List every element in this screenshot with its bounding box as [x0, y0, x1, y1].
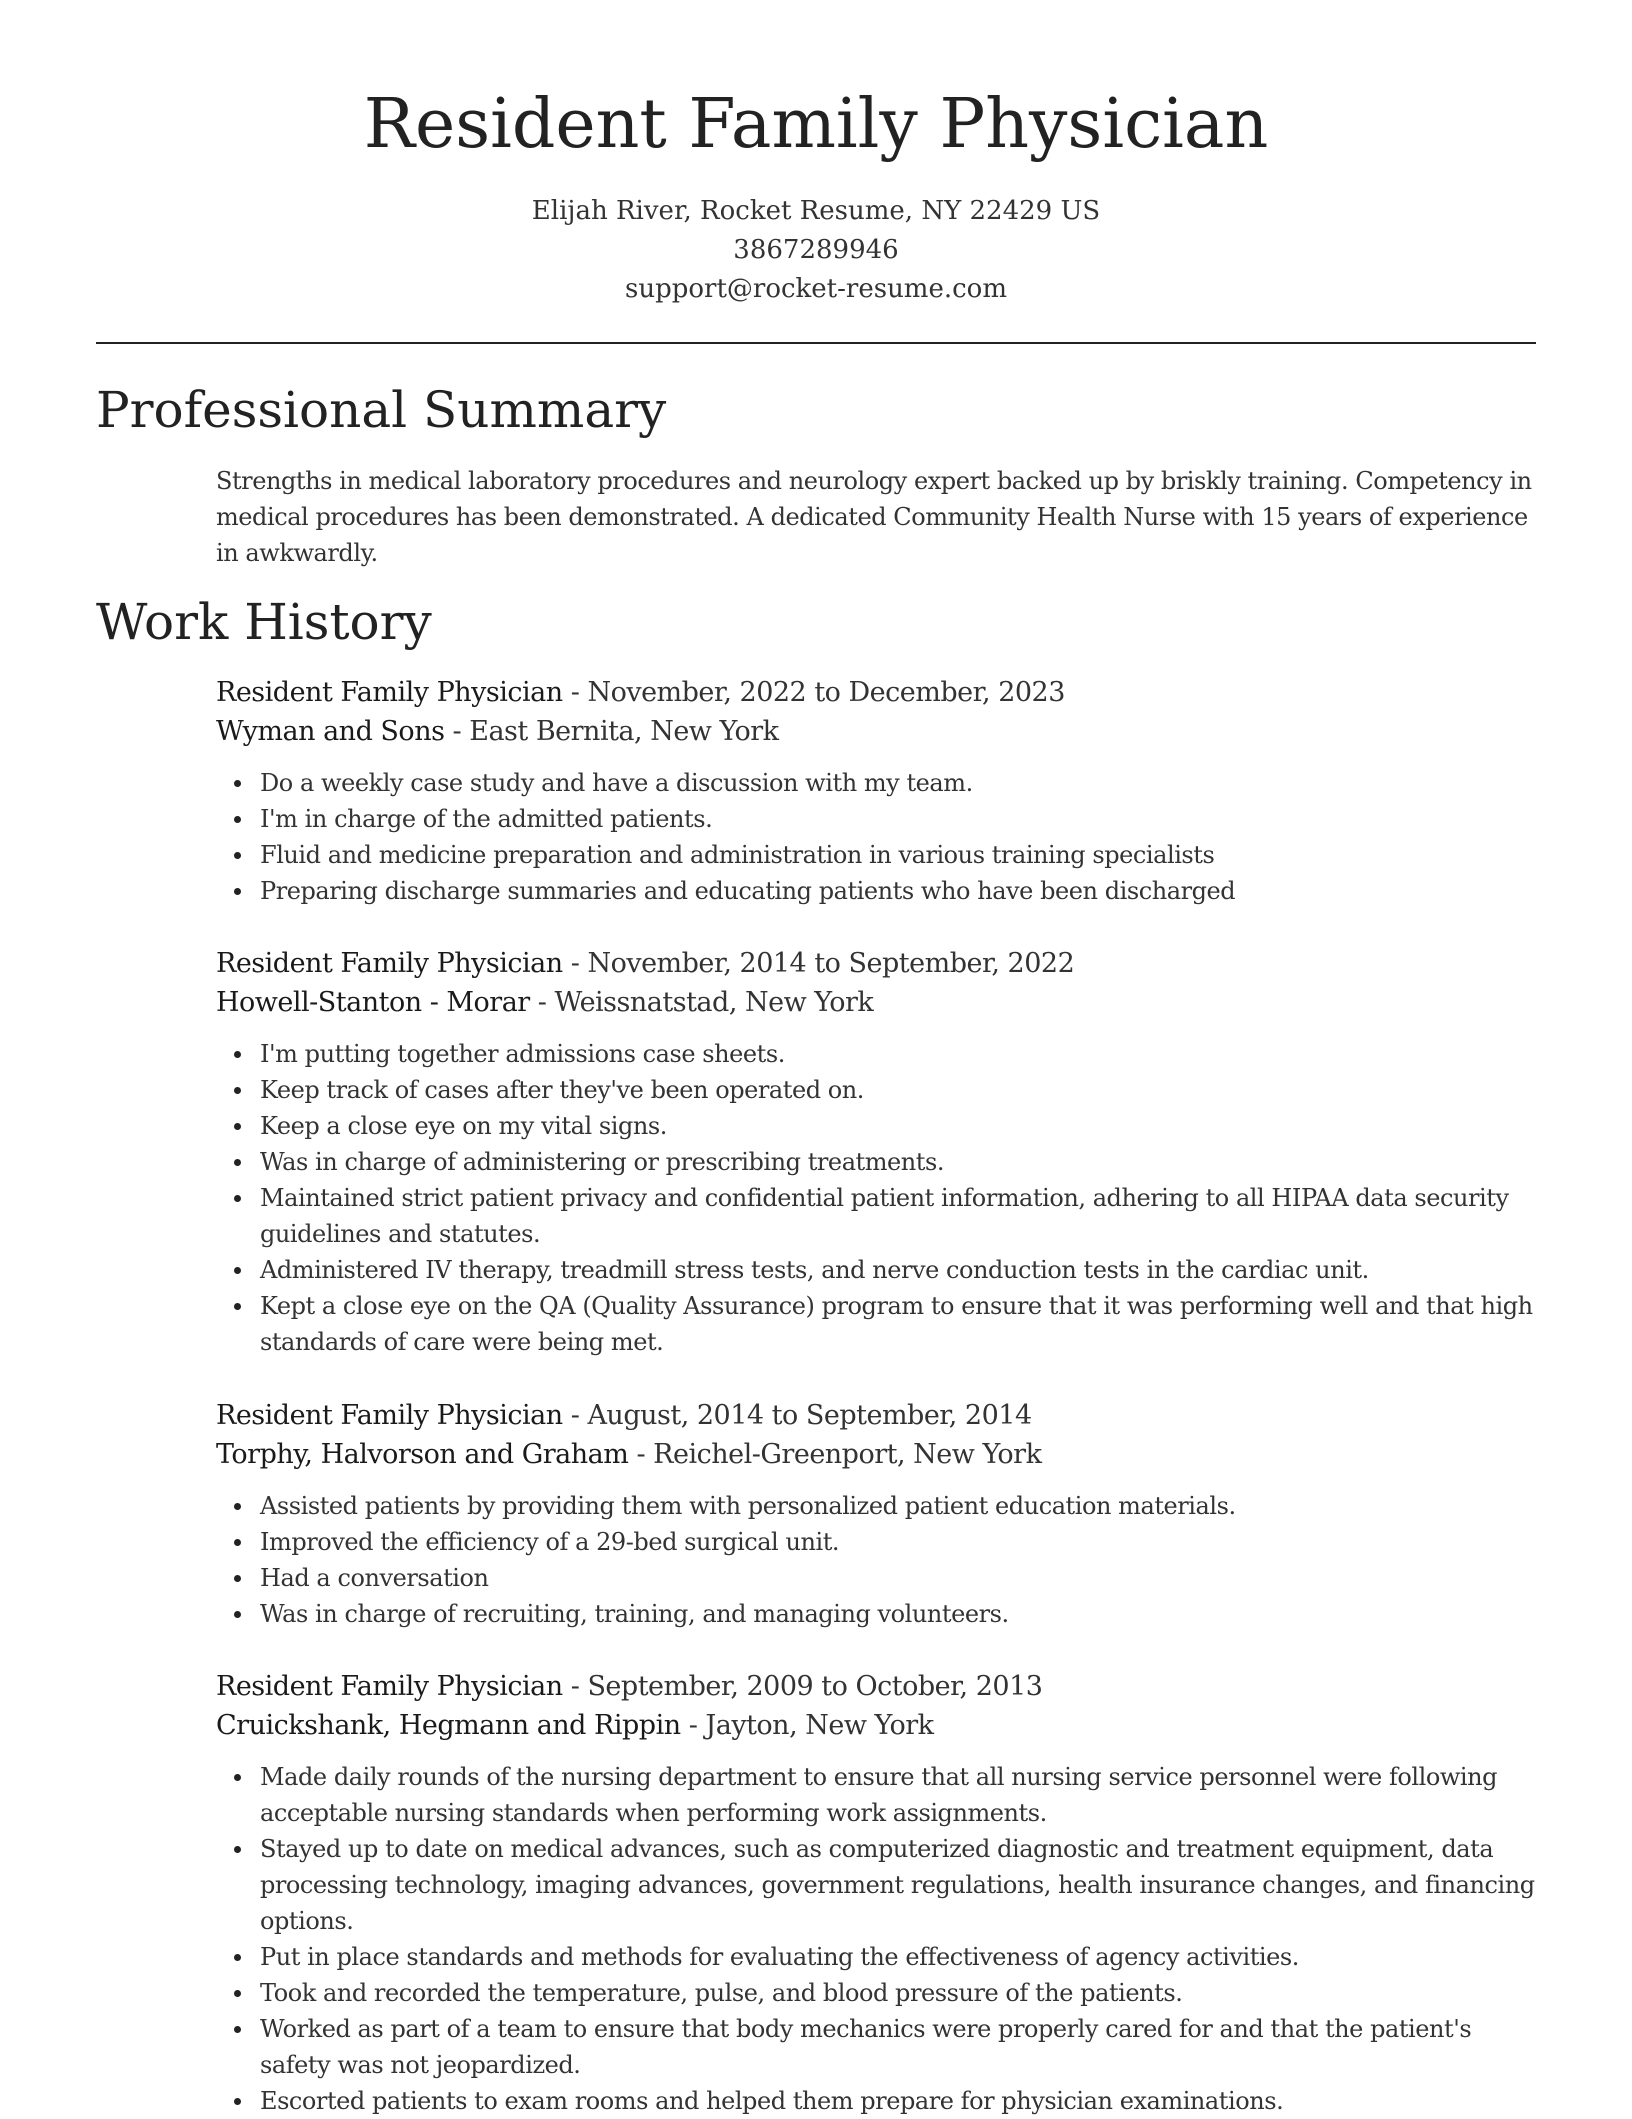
job-bullet: Escorted patients to exam rooms and helped them prepare for physician examinations.	[216, 2083, 1546, 2119]
bullet-dot-icon	[234, 2098, 241, 2105]
job-title-line	[216, 944, 1546, 983]
job-company: Wyman and Sons	[216, 716, 445, 747]
job-title: Resident Family Physician	[216, 1671, 563, 1702]
job-bullet: I'm in charge of the admitted patients.	[216, 801, 1546, 837]
contact-address: Elijah River, Rocket Resume, NY 22429 US	[531, 196, 1101, 226]
contact-block	[0, 192, 1632, 309]
bullet-dot-icon	[234, 1774, 241, 1781]
job-title-line	[216, 1396, 1546, 1435]
job-company: Howell-Stanton - Morar	[216, 987, 530, 1018]
job-bullet: Took and recorded the temperature, pulse, and blood pressure of the patients.	[216, 1975, 1546, 2011]
bullet-dot-icon	[234, 1539, 241, 1546]
job-separator: -	[562, 1400, 588, 1431]
job-bullet: Keep a close eye on my vital signs.	[216, 1108, 1546, 1144]
job-bullet: Preparing discharge summaries and educating patients who have been discharged	[216, 873, 1546, 909]
bullet-dot-icon	[234, 1990, 241, 1997]
job-dates: November, 2022 to December, 2023	[587, 677, 1065, 708]
contact-email: support@rocket-resume.com	[624, 274, 1007, 304]
job-location: East Bernita, New York	[469, 716, 779, 747]
job-separator: -	[562, 1671, 588, 1702]
bullet-dot-icon	[234, 1159, 241, 1166]
job-location: Jayton, New York	[705, 1710, 934, 1741]
job-title: Resident Family Physician	[216, 948, 563, 979]
job-company-line	[216, 1435, 1546, 1474]
bullet-dot-icon	[234, 1123, 241, 1130]
job-entry	[216, 1396, 1546, 1632]
bullet-dot-icon	[234, 1267, 241, 1274]
job-bullet: Was in charge of administering or prescribing treatments.	[216, 1144, 1546, 1180]
job-entry	[216, 673, 1546, 909]
job-title: Resident Family Physician	[216, 1400, 563, 1431]
bullet-dot-icon	[234, 1051, 241, 1058]
job-dates: August, 2014 to September, 2014	[587, 1400, 1032, 1431]
bullet-dot-icon	[234, 1575, 241, 1582]
work-history-heading: Work History	[96, 593, 432, 651]
job-bullet: Administered IV therapy, treadmill stress tests, and nerve conduction tests in the cardiac unit.	[216, 1252, 1546, 1288]
job-bullet: Maintained strict patient privacy and confidential patient information, adhering to all HIPAA data security guidelines and statutes.	[216, 1180, 1546, 1252]
job-bullet: Stayed up to date on medical advances, such as computerized diagnostic and treatment equipment, data processing technology, imaging advances, government regulations, health insurance changes, and financing options.	[216, 1831, 1546, 1939]
job-company-line	[216, 1706, 1546, 1745]
job-title-line	[216, 673, 1546, 712]
job-separator: -	[562, 948, 588, 979]
bullet-dot-icon	[234, 1503, 241, 1510]
summary-heading: Professional Summary	[96, 381, 667, 439]
job-company-line	[216, 983, 1546, 1022]
job-bullet: Was in charge of recruiting, training, and managing volunteers.	[216, 1596, 1546, 1632]
job-bullet: Kept a close eye on the QA (Quality Assurance) program to ensure that it was performing well and that high standards of care were being met.	[216, 1288, 1546, 1360]
job-bullet: Worked as part of a team to ensure that body mechanics were properly cared for and that the patient's safety was not jeopardized.	[216, 2011, 1546, 2083]
job-separator: -	[680, 1710, 706, 1741]
job-separator: -	[529, 987, 555, 1018]
job-separator: -	[562, 677, 588, 708]
bullet-dot-icon	[234, 816, 241, 823]
bullet-dot-icon	[234, 1611, 241, 1618]
job-bullet-list	[216, 765, 1546, 909]
job-bullet-list	[216, 1488, 1546, 1632]
bullet-dot-icon	[234, 888, 241, 895]
job-dates: September, 2009 to October, 2013	[587, 1671, 1043, 1702]
job-entry	[216, 1667, 1546, 2119]
job-dates: November, 2014 to September, 2022	[587, 948, 1075, 979]
job-location: Weissnatstad, New York	[554, 987, 874, 1018]
bullet-dot-icon	[234, 2026, 241, 2033]
job-bullet: I'm putting together admissions case sheets.	[216, 1036, 1546, 1072]
bullet-dot-icon	[234, 852, 241, 859]
job-bullet: Improved the efficiency of a 29-bed surgical unit.	[216, 1524, 1546, 1560]
summary-text: Strengths in medical laboratory procedures and neurology expert backed up by briskly training. Competency in medical procedures has been demonstrated. A dedicated Community Health Nurse with 15 years of experience in awkwardly.	[216, 467, 1532, 567]
job-separator: -	[444, 716, 470, 747]
job-bullet-list	[216, 1759, 1546, 2119]
job-title: Resident Family Physician	[216, 677, 563, 708]
bullet-dot-icon	[234, 1303, 241, 1310]
job-location: Reichel-Greenport, New York	[653, 1439, 1042, 1470]
job-bullet: Made daily rounds of the nursing department to ensure that all nursing service personnel were following acceptable nursing standards when performing work assignments.	[216, 1759, 1546, 1831]
job-title-line	[216, 1667, 1546, 1706]
job-company: Torphy, Halvorson and Graham	[216, 1439, 629, 1470]
job-bullet: Fluid and medicine preparation and administration in various training specialists	[216, 837, 1546, 873]
bullet-dot-icon	[234, 1954, 241, 1961]
job-separator: -	[628, 1439, 654, 1470]
job-bullet: Had a conversation	[216, 1560, 1546, 1596]
bullet-dot-icon	[234, 780, 241, 787]
resume-title: Resident Family Physician	[363, 85, 1269, 164]
contact-phone: 3867289946	[733, 235, 899, 265]
job-bullet: Put in place standards and methods for evaluating the effectiveness of agency activities.	[216, 1939, 1546, 1975]
job-bullet: Do a weekly case study and have a discussion with my team.	[216, 765, 1546, 801]
job-entry	[216, 944, 1546, 1360]
job-company: Cruickshank, Hegmann and Rippin	[216, 1710, 681, 1741]
job-bullet-list	[216, 1036, 1546, 1360]
job-company-line	[216, 712, 1546, 751]
bullet-dot-icon	[234, 1087, 241, 1094]
bullet-dot-icon	[234, 1195, 241, 1202]
bullet-dot-icon	[234, 1846, 241, 1853]
job-bullet: Keep track of cases after they've been operated on.	[216, 1072, 1546, 1108]
job-bullet: Assisted patients by providing them with personalized patient education materials.	[216, 1488, 1546, 1524]
header-divider	[96, 342, 1536, 344]
